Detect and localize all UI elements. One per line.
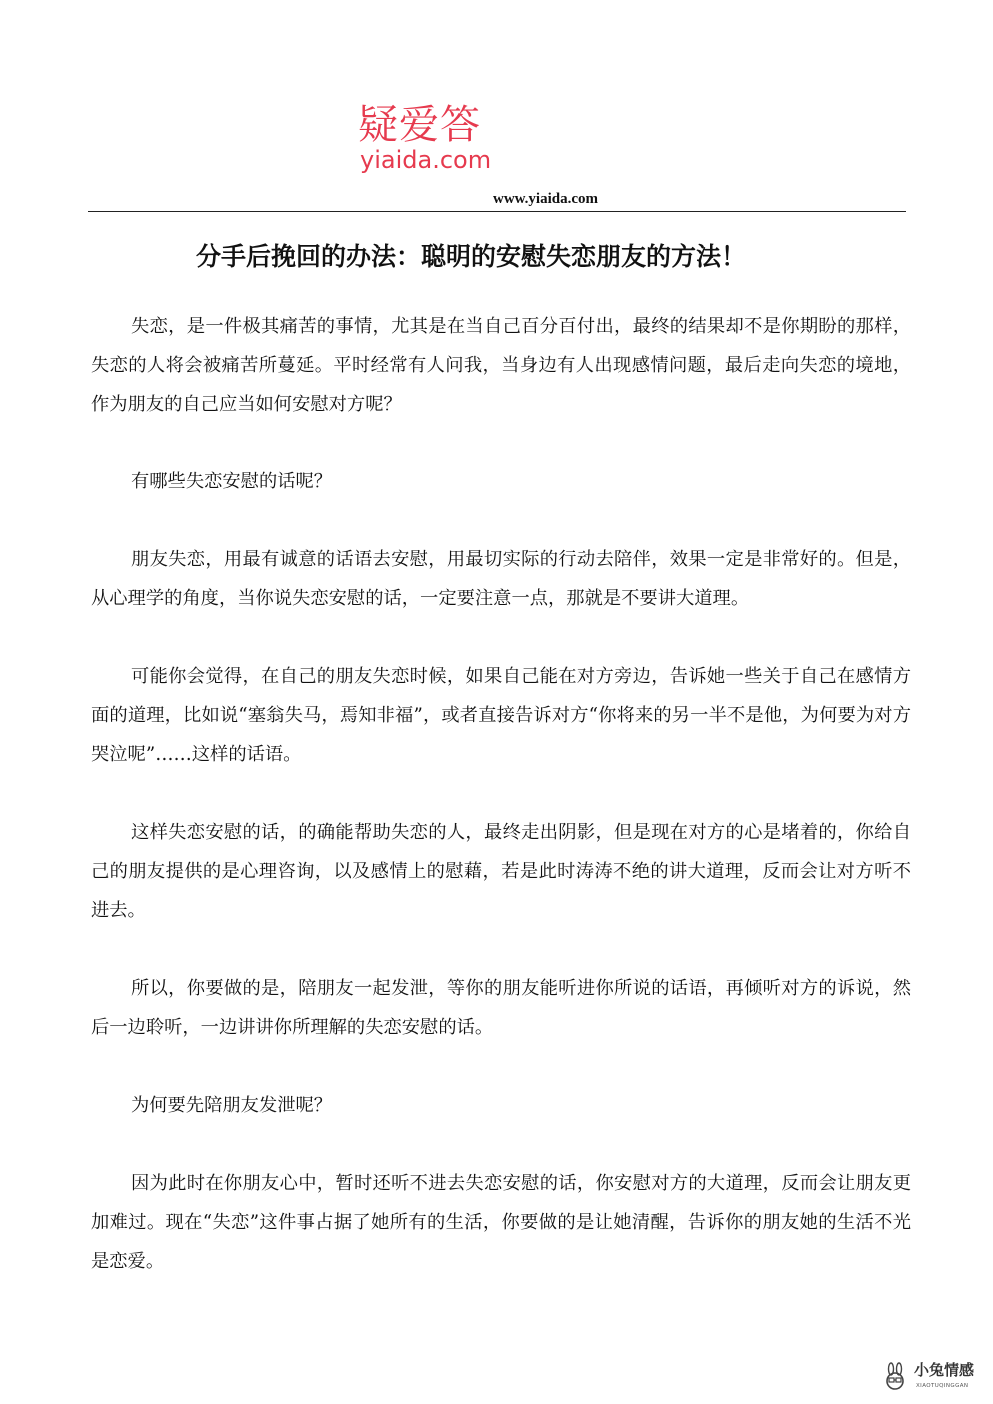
watermark-subtitle: XIAOTUQINGGAN: [916, 1383, 969, 1389]
rabbit-icon: [880, 1362, 910, 1392]
logo-chinese-text: 疑爱答: [358, 102, 481, 148]
site-url: www.yiaida.com: [493, 191, 598, 207]
header-divider: [88, 211, 906, 212]
logo-domain-text: yiaida.com: [360, 146, 492, 174]
paragraph-4: 可能你会觉得，在自己的朋友失恋时候，如果自己能在对方旁边，告诉她一些关于自己在感情方面的道理，比如说“塞翁失马，焉知非福”，或者直接告诉对方“你将来的另一半不是他，为何要为对方哭泣呢”……这样的话语。: [91, 666, 911, 765]
paragraph-3: 朋友失恋，用最有诚意的话语去安慰，用最切实际的行动去陪伴，效果一定是非常好的。但是，从心理学的角度，当你说失恋安慰的话，一定要注意一点，那就是不要讲大道理。: [91, 549, 911, 609]
paragraph-1: 失恋，是一件极其痛苦的事情，尤其是在当自己百分百付出，最终的结果却不是你期盼的那样，失恋的人将会被痛苦所蔓延。平时经常有人问我，当身边有人出现感情问题，最后走向失恋的境地，作为朋友的自己应当如何安慰对方呢？: [91, 316, 911, 415]
site-logo: [358, 102, 498, 174]
paragraph-6: 所以，你要做的是，陪朋友一起发泄，等你的朋友能听进你所说的话语，再倾听对方的诉说，然后一边聆听，一边讲讲你所理解的失恋安慰的话。: [91, 978, 911, 1038]
watermark-label: 小兔情感: [914, 1361, 975, 1379]
watermark-logo: [880, 1358, 986, 1396]
paragraph-8: 因为此时在你朋友心中，暂时还听不进去失恋安慰的话，你安慰对方的大道理，反而会让朋友更加难过。现在“失恋”这件事占据了她所有的生活，你要做的是让她清醒，告诉你的朋友她的生活不光是恋爱。: [91, 1173, 911, 1272]
paragraph-7: 为何要先陪朋友发泄呢？: [131, 1095, 333, 1116]
article-title: 分手后挽回的办法：聪明的安慰失恋朋友的方法！: [196, 241, 747, 271]
paragraph-5: 这样失恋安慰的话，的确能帮助失恋的人，最终走出阴影，但是现在对方的心是堵着的，你给自己的朋友提供的是心理咨询，以及感情上的慰藉，若是此时涛涛不绝的讲大道理，反而会让对方听不进去。: [91, 822, 911, 921]
paragraph-2: 有哪些失恋安慰的话呢？: [131, 471, 333, 492]
